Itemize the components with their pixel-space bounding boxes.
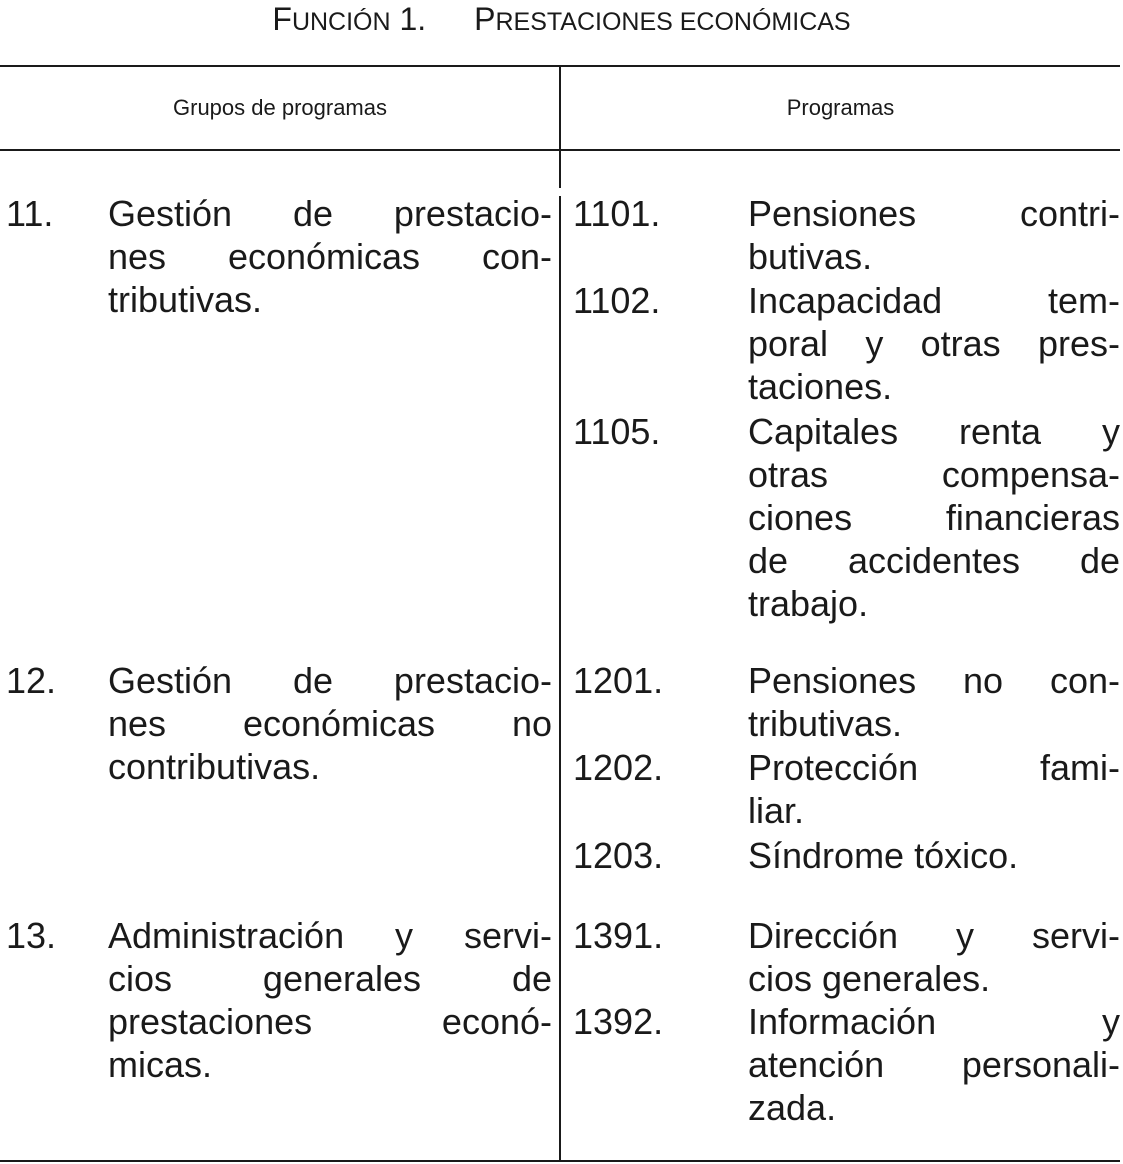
table-bottom-rule [0, 1160, 1120, 1162]
program-number-1105: 1105. [573, 411, 661, 452]
program-title-1202: Protección fami- liar. [748, 747, 1120, 831]
program-title-1201: Pensiones no con- tributivas. [748, 660, 1120, 744]
program-number-1392: 1392. [573, 1001, 664, 1042]
title-funcion-rest: UNCIÓN [291, 8, 391, 36]
program-title-1203: Síndrome tóxico. [748, 835, 1019, 876]
title-prest-rest: RESTACIONES ECONÓMICAS [495, 8, 851, 36]
program-title-1392: Información y atención personali- zada. [748, 1001, 1120, 1128]
body-column-divider [559, 196, 561, 1160]
title-prest-initial: P [474, 1, 496, 37]
group-number-12: 12. [6, 660, 57, 701]
page-title [0, 0, 1123, 40]
group-title-12: Gestión de prestacio- nes económicas no contributivas. [108, 660, 552, 787]
program-title-1102: Incapacidad tem- poral y otras pres- taciones. [748, 280, 1120, 407]
program-title-1101: Pensiones contri- butivas. [748, 193, 1120, 277]
group-title-11: Gestión de prestacio- nes económicas con- tributivas. [108, 193, 552, 320]
program-title-1391: Dirección y servi- cios generales. [748, 915, 1120, 999]
title-funcion-number: 1. [399, 1, 427, 37]
header-divider-tick [559, 150, 561, 188]
header-groups: Grupos de programas [173, 95, 387, 120]
program-number-1202: 1202. [573, 747, 664, 788]
program-number-1203: 1203. [573, 835, 664, 876]
program-title-1105: Capitales renta y otras compensa- ciones financieras de accidentes de trabajo. [748, 411, 1120, 624]
group-number-11: 11. [6, 193, 54, 234]
program-number-1101: 1101. [573, 193, 661, 234]
program-number-1102: 1102. [573, 280, 661, 321]
program-number-1201: 1201. [573, 660, 664, 701]
header-programs: Programas [786, 95, 895, 120]
program-number-1391: 1391. [573, 915, 664, 956]
title-funcion-initial: F [272, 1, 292, 37]
group-title-13: Administración y servi- cios generales de prestaciones econó- micas. [108, 915, 552, 1085]
group-number-13: 13. [6, 915, 57, 956]
